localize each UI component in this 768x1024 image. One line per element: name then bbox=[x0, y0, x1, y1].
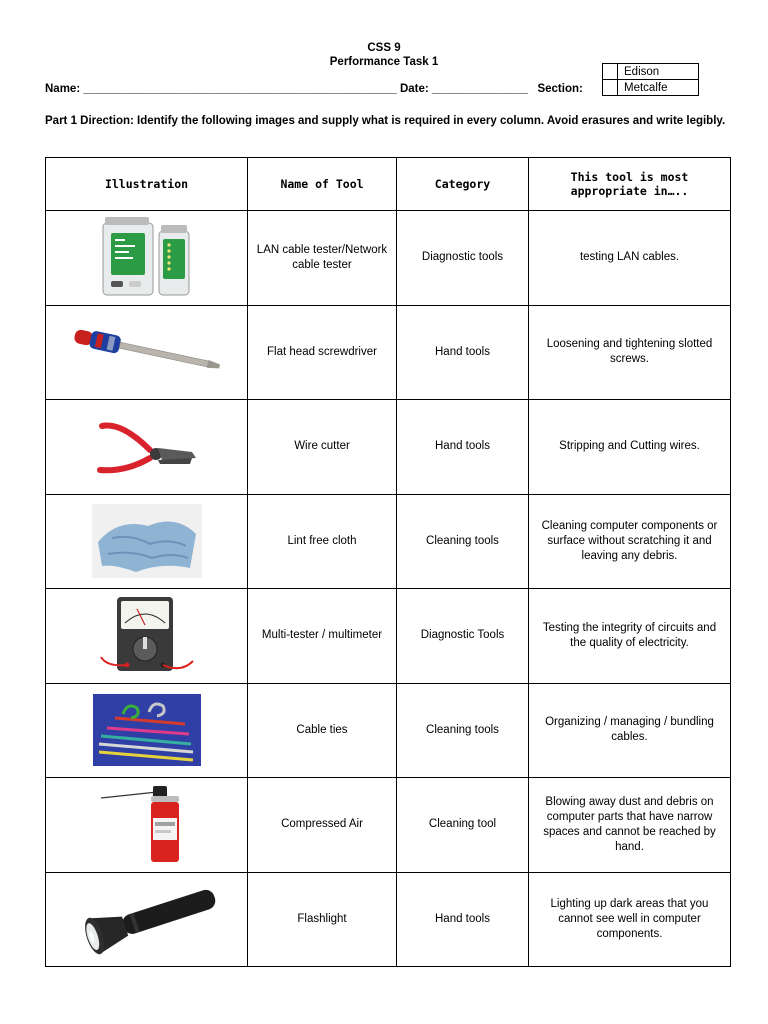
column-header: Illustration bbox=[46, 158, 248, 211]
tool-name: Flashlight bbox=[248, 872, 397, 967]
table-row bbox=[46, 589, 731, 684]
lint-free-cloth-icon bbox=[92, 504, 202, 578]
section-option bbox=[603, 80, 699, 96]
tool-category: Cleaning tools bbox=[397, 683, 529, 778]
illustration-cell bbox=[46, 305, 248, 400]
column-header: Category bbox=[397, 158, 529, 211]
tool-name: Flat head screwdriver bbox=[248, 305, 397, 400]
tool-name: Compressed Air bbox=[248, 778, 397, 873]
info-line bbox=[45, 83, 583, 95]
tool-use: Cleaning computer components or surface without scratching it and leaving any debris. bbox=[529, 494, 731, 589]
direction-text: Part 1 Direction: Identify the following images and supply what is required in every column. Avoid erasures and write legibly. bbox=[45, 115, 726, 127]
tools-table bbox=[45, 157, 731, 967]
section-label: Section: bbox=[537, 83, 583, 95]
tool-use: Organizing / managing / bundling cables. bbox=[529, 683, 731, 778]
illustration-cell bbox=[46, 400, 248, 495]
table-row bbox=[46, 211, 731, 306]
wire-cutter-icon bbox=[92, 412, 202, 482]
tool-category: Diagnostic Tools bbox=[397, 589, 529, 684]
multimeter-icon bbox=[97, 595, 197, 677]
table-header-row bbox=[46, 158, 731, 211]
tool-category: Hand tools bbox=[397, 305, 529, 400]
column-header: Name of Tool bbox=[248, 158, 397, 211]
section-options bbox=[602, 63, 699, 96]
section-option-label: Metcalfe bbox=[618, 80, 699, 96]
task-title: Performance Task 1 bbox=[329, 56, 439, 68]
compressed-air-icon bbox=[97, 784, 197, 866]
tool-category: Diagnostic tools bbox=[397, 211, 529, 306]
tool-use: Stripping and Cutting wires. bbox=[529, 400, 731, 495]
name-blank: _________________________________________________ bbox=[83, 83, 397, 95]
illustration-cell bbox=[46, 589, 248, 684]
date-blank: _______________ bbox=[431, 83, 528, 95]
course-title: CSS 9 bbox=[367, 42, 401, 54]
table-row bbox=[46, 305, 731, 400]
tool-name: Wire cutter bbox=[248, 400, 397, 495]
table-row bbox=[46, 778, 731, 873]
table-row bbox=[46, 494, 731, 589]
name-label: Name: bbox=[45, 83, 81, 95]
cable-ties-icon bbox=[93, 694, 201, 766]
section-checkbox[interactable] bbox=[603, 80, 618, 96]
section-checkbox[interactable] bbox=[603, 64, 618, 80]
flashlight-icon bbox=[72, 879, 222, 959]
tool-use: Loosening and tightening slotted screws. bbox=[529, 305, 731, 400]
table-row bbox=[46, 400, 731, 495]
tool-use: Testing the integrity of circuits and the quality of electricity. bbox=[529, 589, 731, 684]
tool-use: testing LAN cables. bbox=[529, 211, 731, 306]
table-row bbox=[46, 683, 731, 778]
tool-category: Hand tools bbox=[397, 400, 529, 495]
tool-name: Multi-tester / multimeter bbox=[248, 589, 397, 684]
lan-cable-tester-icon bbox=[99, 217, 195, 299]
illustration-cell bbox=[46, 494, 248, 589]
section-option-label: Edison bbox=[618, 64, 699, 80]
illustration-cell bbox=[46, 211, 248, 306]
tool-name: Cable ties bbox=[248, 683, 397, 778]
tool-use: Lighting up dark areas that you cannot see well in computer components. bbox=[529, 872, 731, 967]
tool-category: Hand tools bbox=[397, 872, 529, 967]
tool-name: Lint free cloth bbox=[248, 494, 397, 589]
tool-use: Blowing away dust and debris on computer parts that have narrow spaces and cannot be reached by hand. bbox=[529, 778, 731, 873]
column-header: This tool is most appropriate in….. bbox=[529, 158, 731, 211]
illustration-cell bbox=[46, 683, 248, 778]
tool-name: LAN cable tester/Network cable tester bbox=[248, 211, 397, 306]
illustration-cell bbox=[46, 872, 248, 967]
section-option bbox=[603, 64, 699, 80]
screwdriver-icon bbox=[67, 327, 227, 377]
table-row bbox=[46, 872, 731, 967]
tool-category: Cleaning tools bbox=[397, 494, 529, 589]
date-label: Date: bbox=[399, 83, 429, 95]
illustration-cell bbox=[46, 778, 248, 873]
tool-category: Cleaning tool bbox=[397, 778, 529, 873]
